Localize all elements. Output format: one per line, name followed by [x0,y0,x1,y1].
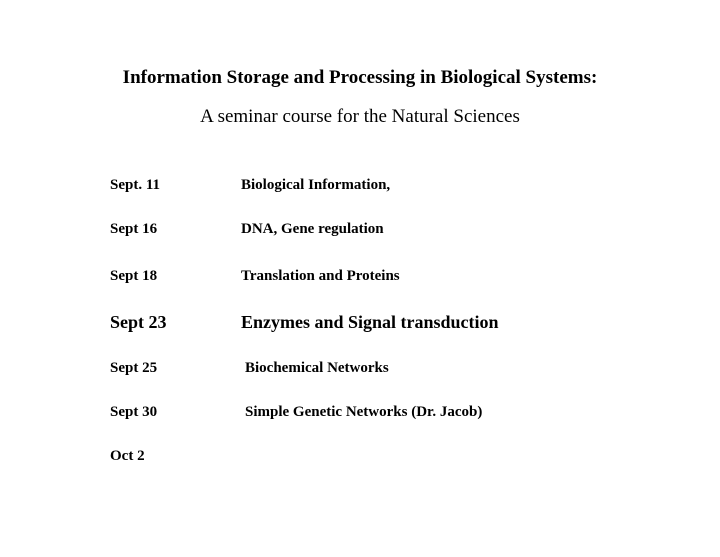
schedule-row-sept-25 [110,357,670,381]
slide-title: Information Storage and Processing in Biological Systems: [122,67,598,88]
schedule-date: Sept 18 [110,268,158,284]
schedule-date: Sept 25 [110,360,158,376]
schedule-date: Sept 16 [110,221,158,237]
schedule-date: Sept 30 [110,404,158,420]
schedule-topic: Enzymes and Signal transduction [241,312,499,332]
schedule-row-sept-30 [110,401,670,425]
schedule-row-sept-16 [110,218,670,242]
schedule-row-oct-2 [110,445,670,469]
schedule-row-sept-18 [110,265,670,289]
schedule-topic: DNA, Gene regulation [241,221,384,237]
schedule-date: Sept. 11 [110,177,161,193]
schedule-row-sept-11 [110,174,670,198]
schedule-topic: Biological Information, [241,177,391,193]
schedule-row-sept-23 [110,310,670,334]
schedule-topic: Biochemical Networks [245,360,389,376]
schedule-topic: Simple Genetic Networks (Dr. Jacob) [245,404,483,420]
schedule-topic: Translation and Proteins [241,268,400,284]
slide-subtitle: A seminar course for the Natural Sciences [200,106,520,127]
schedule-date: Oct 2 [110,448,145,464]
schedule-date: Sept 23 [110,312,167,332]
